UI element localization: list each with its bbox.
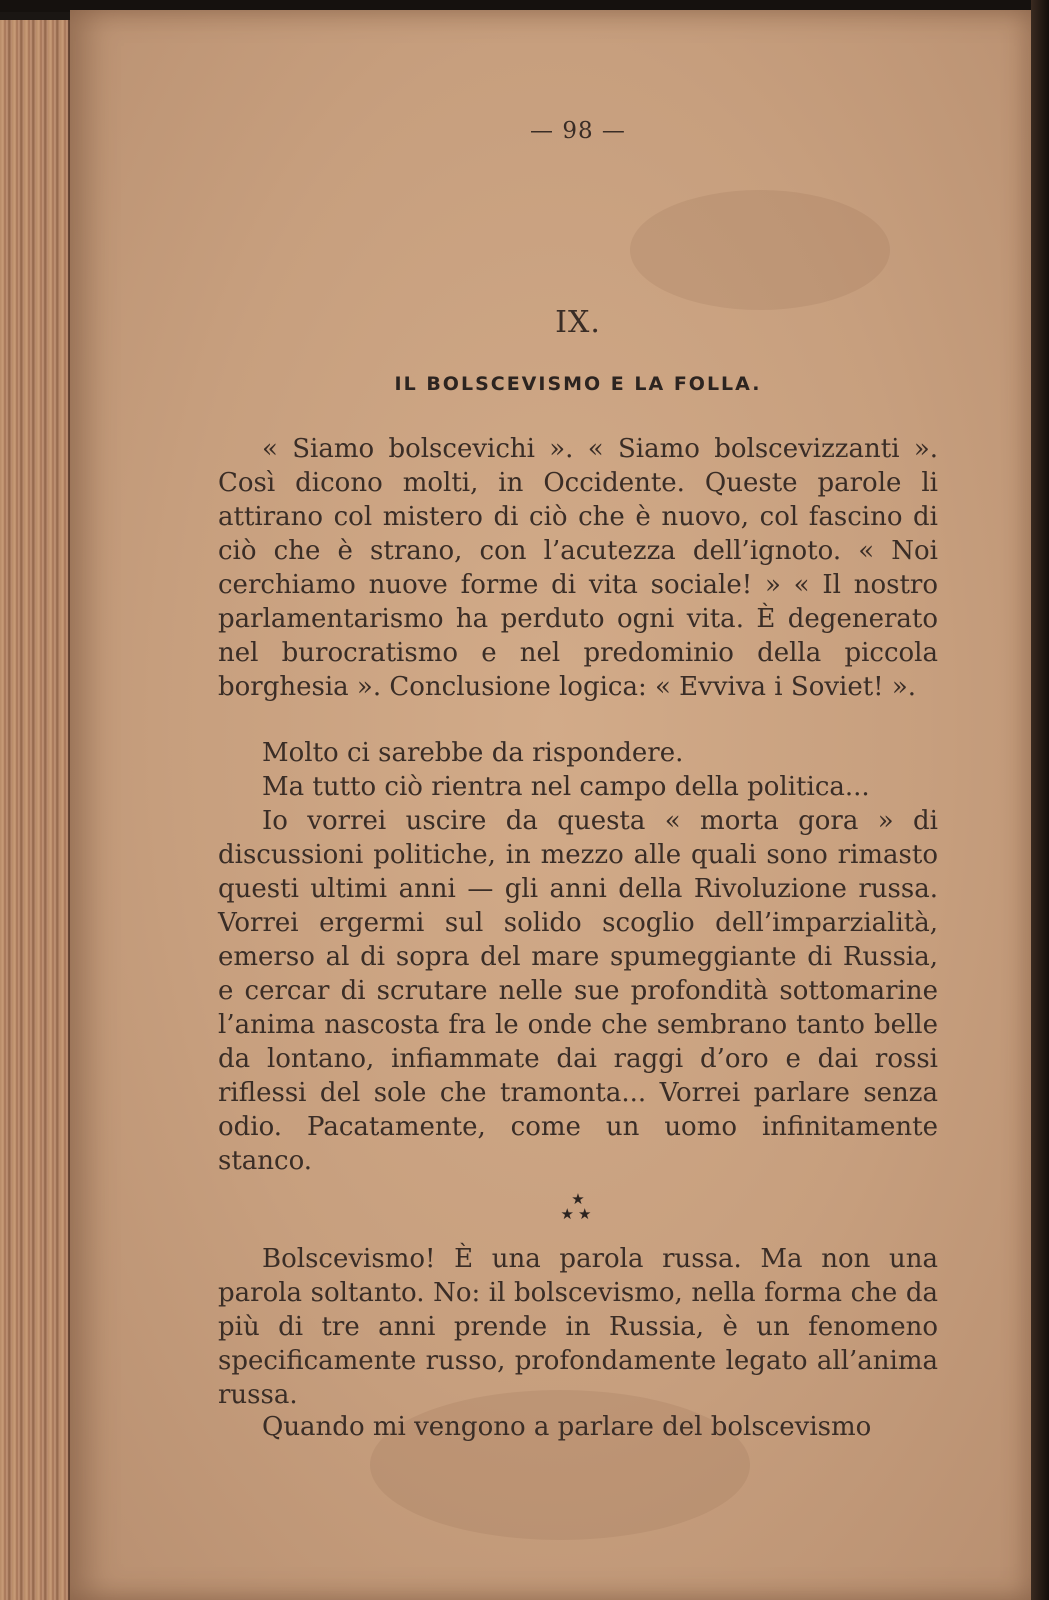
paper-stain (630, 190, 890, 310)
body-paragraph: « Siamo bolscevichi ». « Siamo bolscevizzanti ». Così dicono molti, in Occidente. Queste parole li attirano col mistero di ciò che è nuovo, col fascino di ciò che è strano, con l’acutezza dell’ignoto. « Noi cerchiamo nuove forme di vita sociale! » « Il nostro parlamentarismo ha perduto ogni vita. È degenerato nel burocratismo e nel predominio della piccola borghesia ». Conclusione logica: « Evviva i Soviet! ». (218, 434, 938, 702)
asterism-star: ★ (571, 1190, 585, 1208)
page-number: — 98 — (530, 118, 626, 144)
page-edges-stack (0, 20, 76, 1600)
chapter-title: IL BOLSCEVISMO E LA FOLLA. (394, 373, 762, 395)
body-paragraph: Quando mi vengono a parlare del bolscevismo (262, 1412, 872, 1442)
asterism-star-pair: ★★ (560, 1205, 596, 1223)
body-paragraph: Ma tutto ciò rientra nel campo della politica... (262, 772, 870, 802)
chapter-number: IX. (555, 305, 601, 340)
body-paragraph: Molto ci sarebbe da rispondere. (262, 738, 684, 768)
scan-right-border (1031, 0, 1049, 1600)
section-break-asterism (218, 1192, 938, 1222)
body-paragraph: Bolscevismo! È una parola russa. Ma non una parola soltanto. No: il bolscevismo, nella forma che da più di tre anni prende in Russia, è un fenomeno specificamente russo, profondamente legato all’anima russa. (218, 1244, 938, 1410)
body-paragraph: Io vorrei uscire da questa « morta gora » di discussioni politiche, in mezzo alle quali sono rimasto questi ultimi anni — gli anni della Rivoluzione russa. Vorrei ergermi sul solido scoglio dell’imparzialità, emerso al di sopra del mare spumeggiante di Russia, e cercar di scrutare nelle sue profondità sottomarine l’anima nascosta fra le onde che sembrano tanto belle da lontano, infiammate dai raggi d’oro e dai rossi riflessi del sole che tramonta... Vorrei parlare senza odio. Pacatamente, come un uomo infinitamente stanco. (218, 806, 938, 1176)
